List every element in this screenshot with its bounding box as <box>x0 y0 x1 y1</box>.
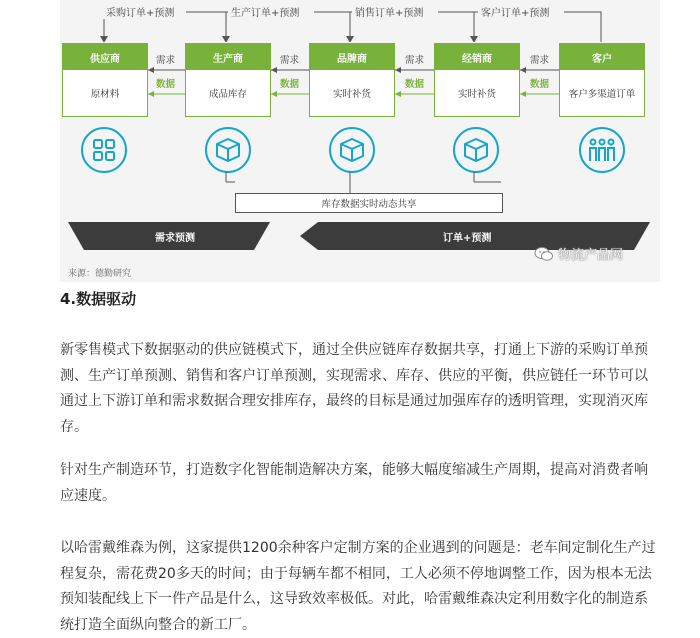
watermark <box>534 244 623 263</box>
box-icon <box>453 127 499 173</box>
grid-icon <box>81 127 127 173</box>
order-forecast-label: 订单+预测 <box>443 233 492 244</box>
node-title: 经销商 <box>435 44 519 70</box>
paragraph: 针对生产制造环节，打造数字化智能制造解决方案，能够大幅度缩减生产周期，提高对消费者响应速度。 <box>60 462 648 504</box>
inventory-sharing-box: 库存数据实时动态共享 <box>235 193 503 213</box>
node-body: 实时补货 <box>457 89 496 100</box>
node-title: 客户 <box>560 44 644 70</box>
node-body: 实时补货 <box>332 89 371 100</box>
supply-chain-figure <box>60 0 660 282</box>
node-body: 成品库存 <box>208 89 247 100</box>
flow-label-production: 生产订单+预测 <box>231 8 300 19</box>
node-body: 原材料 <box>90 89 120 100</box>
node-body: 客户多渠道订单 <box>568 89 636 100</box>
paragraph: 新零售模式下数据驱动的供应链模式下，通过全供应链库存数据共享，打通上下游的采购订单预测、生产订单预测、销售和客户订单预测，实现需求、库存、供应的平衡，供应链任一环节可以通过上下游订单和需求数据合理安排库存，最终的目标是通过加强库存的透明管理，实现消灭库存。 <box>60 342 648 435</box>
need-label: 需求 <box>156 55 176 66</box>
demand-forecast-label: 需求预测 <box>155 233 195 244</box>
wechat-icon <box>534 246 554 262</box>
box-icon <box>329 127 375 173</box>
flow-label-sales: 销售订单+预测 <box>355 8 424 19</box>
data-label: 数据 <box>530 79 550 90</box>
need-label: 需求 <box>405 55 425 66</box>
inventory-connectors <box>60 168 660 194</box>
people-icon <box>579 127 625 173</box>
need-label: 需求 <box>530 55 550 66</box>
paragraph: 以哈雷戴维森为例，这家提供1200余种客户定制方案的企业遇到的问题是：老车间定制化生产过程复杂，需花费20多天的时间；由于每辆车都不相同，工人必须不停地调整工作，因为根本无法预知装配线上下一件产品是什么，这导致效率极低。对此，哈雷戴维森决定利用数字化的制造系统打造全面纵向整合的新工厂。 <box>60 540 656 633</box>
node-title: 生产商 <box>186 44 270 70</box>
watermark-text: 物流产品网 <box>558 248 624 263</box>
section-heading: 4.数据驱动 <box>60 290 137 308</box>
data-label: 数据 <box>280 79 300 90</box>
data-label: 数据 <box>405 79 425 90</box>
need-label: 需求 <box>280 55 300 66</box>
node-title: 品牌商 <box>310 44 394 70</box>
node-title: 供应商 <box>63 44 147 70</box>
box-icon <box>205 127 251 173</box>
between-arrows <box>60 0 660 120</box>
flow-label-purchase: 采购订单+预测 <box>106 8 175 19</box>
flow-label-customer: 客户订单+预测 <box>481 8 550 19</box>
figure-source: 来源：德勤研究 <box>68 269 132 279</box>
data-label: 数据 <box>156 79 176 90</box>
